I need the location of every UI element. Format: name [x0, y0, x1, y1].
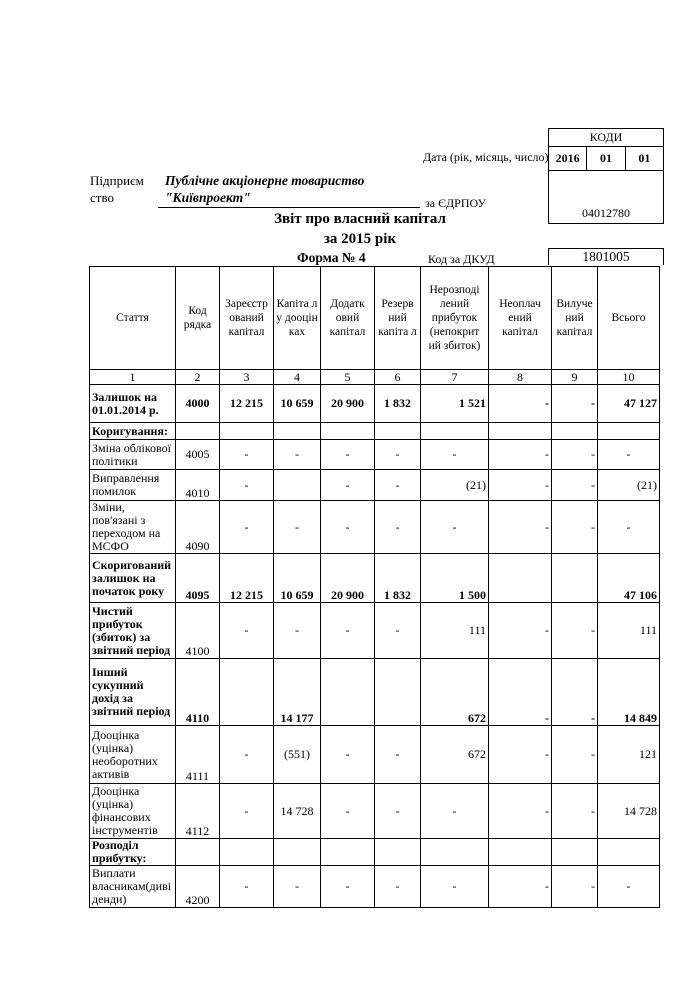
row-value: -	[489, 784, 552, 839]
row-value	[375, 423, 421, 440]
row-value: 47 106	[598, 554, 660, 603]
row-value: -	[220, 501, 274, 554]
row-value	[274, 423, 321, 440]
column-number: 3	[220, 370, 274, 385]
table-row	[90, 726, 660, 784]
row-value: -	[552, 440, 598, 470]
row-code	[176, 423, 220, 440]
row-value	[321, 659, 375, 726]
row-value: -	[552, 659, 598, 726]
row-value: -	[552, 726, 598, 784]
row-value	[489, 839, 552, 866]
row-value: -	[489, 501, 552, 554]
header-cell: Стаття	[90, 267, 176, 370]
row-value: -	[220, 726, 274, 784]
report-title: Звіт про власний капітал	[274, 211, 446, 227]
row-value: -	[489, 470, 552, 501]
column-number: 5	[321, 370, 375, 385]
row-label: Зміна облікової політики	[90, 440, 176, 470]
row-value	[375, 839, 421, 866]
row-value: -	[375, 440, 421, 470]
row-value: 47 127	[598, 385, 660, 423]
row-value: 14 849	[598, 659, 660, 726]
table-row	[90, 659, 660, 726]
row-value: -	[552, 385, 598, 423]
table-row	[90, 554, 660, 603]
row-value: -	[598, 866, 660, 908]
row-label: Залишок на 01.01.2014 р.	[90, 385, 176, 423]
enterprise-name-line2: "Київпроект"	[165, 190, 251, 205]
capital-table	[89, 266, 660, 908]
row-value: 10 659	[274, 385, 321, 423]
row-value	[274, 839, 321, 866]
date-month: 01	[587, 147, 625, 171]
codes-header: КОДИ	[549, 129, 664, 147]
row-value: (21)	[598, 470, 660, 501]
row-value: 672	[421, 726, 489, 784]
row-value: 20 900	[321, 554, 375, 603]
date-day: 01	[625, 147, 663, 171]
row-value	[321, 839, 375, 866]
row-value: 12 215	[220, 385, 274, 423]
row-value: 121	[598, 726, 660, 784]
row-value: 10 659	[274, 554, 321, 603]
row-label: Інший сукупний дохід за звітний період	[90, 659, 176, 726]
row-value	[421, 839, 489, 866]
row-label: Виправлення помилок	[90, 470, 176, 501]
row-value: -	[220, 470, 274, 501]
row-value	[220, 423, 274, 440]
table-row	[90, 423, 660, 440]
row-value: -	[552, 784, 598, 839]
row-value: 14 728	[274, 784, 321, 839]
row-value: -	[321, 501, 375, 554]
edrpou-label: за ЄДРПОУ	[425, 196, 487, 210]
row-value: -	[321, 784, 375, 839]
row-value: -	[375, 603, 421, 659]
row-code: 4090	[176, 501, 220, 554]
row-value: -	[375, 726, 421, 784]
row-value: 111	[598, 603, 660, 659]
row-value: -	[489, 659, 552, 726]
row-value: -	[274, 866, 321, 908]
row-label: Коригування:	[90, 423, 176, 440]
row-value	[220, 839, 274, 866]
row-value: -	[321, 440, 375, 470]
header-cell: Код рядка	[176, 267, 220, 370]
enterprise-label-line1: Підприєм	[90, 173, 144, 188]
row-value: -	[421, 501, 489, 554]
row-value: -	[489, 726, 552, 784]
row-label: Скоригований залишок на початок року	[90, 554, 176, 603]
row-value: -	[321, 470, 375, 501]
row-value: -	[552, 866, 598, 908]
row-value	[552, 554, 598, 603]
row-value: -	[375, 866, 421, 908]
row-value: 1 832	[375, 385, 421, 423]
row-value: -	[375, 470, 421, 501]
row-value: -	[274, 603, 321, 659]
row-value: -	[489, 385, 552, 423]
row-value: -	[274, 440, 321, 470]
enterprise-underline	[158, 207, 420, 208]
dkud-code: 1801005	[548, 248, 664, 265]
column-number: 7	[421, 370, 489, 385]
header-cell: Нерозподі лений прибуток (непокрит ий збиток)	[421, 267, 489, 370]
row-value: 1 500	[421, 554, 489, 603]
row-value	[489, 554, 552, 603]
row-value: -	[421, 866, 489, 908]
row-value	[220, 659, 274, 726]
row-label: Зміни, пов'язані з переходом на МСФО	[90, 501, 176, 554]
row-value: -	[489, 440, 552, 470]
table-row	[90, 866, 660, 908]
header-cell: Всього	[598, 267, 660, 370]
row-value: 12 215	[220, 554, 274, 603]
row-code: 4000	[176, 385, 220, 423]
table-row	[90, 603, 660, 659]
header-cell: Резерв ний капіта л	[375, 267, 421, 370]
row-label: Чистий прибуток (збиток) за звітний період	[90, 603, 176, 659]
column-number: 10	[598, 370, 660, 385]
header-cell: Вилуче ний капітал	[552, 267, 598, 370]
row-code	[176, 839, 220, 866]
row-code: 4010	[176, 470, 220, 501]
column-number: 4	[274, 370, 321, 385]
row-value: -	[421, 784, 489, 839]
row-value: 672	[421, 659, 489, 726]
row-value: (21)	[421, 470, 489, 501]
row-code: 4100	[176, 603, 220, 659]
row-value: -	[321, 726, 375, 784]
row-value: -	[321, 603, 375, 659]
header-cell: Додатк овий капітал	[321, 267, 375, 370]
row-value: 1 521	[421, 385, 489, 423]
enterprise-label	[90, 172, 144, 206]
date-year: 2016	[549, 147, 587, 171]
table-row	[90, 839, 660, 866]
column-number-row	[90, 370, 660, 385]
enterprise-name-line1: Публічне акціонерне товариство	[165, 173, 365, 188]
row-value: -	[598, 440, 660, 470]
column-number: 1	[90, 370, 176, 385]
row-label: Розподіл прибутку:	[90, 839, 176, 866]
row-value: -	[220, 784, 274, 839]
row-value: -	[552, 603, 598, 659]
table-body	[90, 385, 660, 908]
row-code: 4112	[176, 784, 220, 839]
header-cell: Неоплач ений капітал	[489, 267, 552, 370]
row-value: -	[421, 440, 489, 470]
row-value	[274, 470, 321, 501]
table-row	[90, 440, 660, 470]
codes-box	[548, 128, 664, 224]
row-value: -	[375, 784, 421, 839]
row-label: Дооцінка (уцінка) фінансових інструментів	[90, 784, 176, 839]
row-value: -	[489, 866, 552, 908]
column-number: 8	[489, 370, 552, 385]
header-cell: Зареєстр ований капітал	[220, 267, 274, 370]
row-value	[552, 839, 598, 866]
row-value: 1 832	[375, 554, 421, 603]
row-value	[598, 423, 660, 440]
enterprise-label-line2: ство	[90, 190, 115, 205]
row-label: Виплати власникам(диві денди)	[90, 866, 176, 908]
row-value: -	[375, 501, 421, 554]
row-value	[375, 659, 421, 726]
row-value: 111	[421, 603, 489, 659]
row-label: Дооцінка (уцінка) необоротних активів	[90, 726, 176, 784]
column-number: 6	[375, 370, 421, 385]
row-code: 4110	[176, 659, 220, 726]
row-value: -	[274, 501, 321, 554]
row-code: 4111	[176, 726, 220, 784]
row-value	[598, 839, 660, 866]
enterprise-name	[165, 172, 364, 206]
row-value: -	[220, 603, 274, 659]
row-value: -	[321, 866, 375, 908]
row-value: 14 728	[598, 784, 660, 839]
row-value: 14 177	[274, 659, 321, 726]
column-number: 2	[176, 370, 220, 385]
row-value	[489, 423, 552, 440]
dkud-label: Код за ДКУД	[428, 252, 495, 266]
row-value: -	[598, 501, 660, 554]
row-value: -	[489, 603, 552, 659]
row-value	[321, 423, 375, 440]
row-value	[421, 423, 489, 440]
table-row	[90, 385, 660, 423]
row-value: (551)	[274, 726, 321, 784]
row-code: 4095	[176, 554, 220, 603]
form-number: Форма № 4	[297, 250, 366, 265]
edrpou-code: 04012780	[549, 171, 664, 224]
row-code: 4200	[176, 866, 220, 908]
row-code: 4005	[176, 440, 220, 470]
table-row	[90, 501, 660, 554]
row-value: -	[220, 440, 274, 470]
table-row	[90, 784, 660, 839]
row-value	[552, 423, 598, 440]
table-row	[90, 470, 660, 501]
table-header-row	[90, 267, 660, 370]
column-number: 9	[552, 370, 598, 385]
row-value: 20 900	[321, 385, 375, 423]
row-value: -	[552, 501, 598, 554]
row-value: -	[220, 866, 274, 908]
row-value: -	[552, 470, 598, 501]
date-label: Дата (рік, місяць, число)	[423, 150, 549, 164]
report-period: за 2015 рік	[323, 231, 397, 247]
header-cell: Капіта л у дооцін ках	[274, 267, 321, 370]
